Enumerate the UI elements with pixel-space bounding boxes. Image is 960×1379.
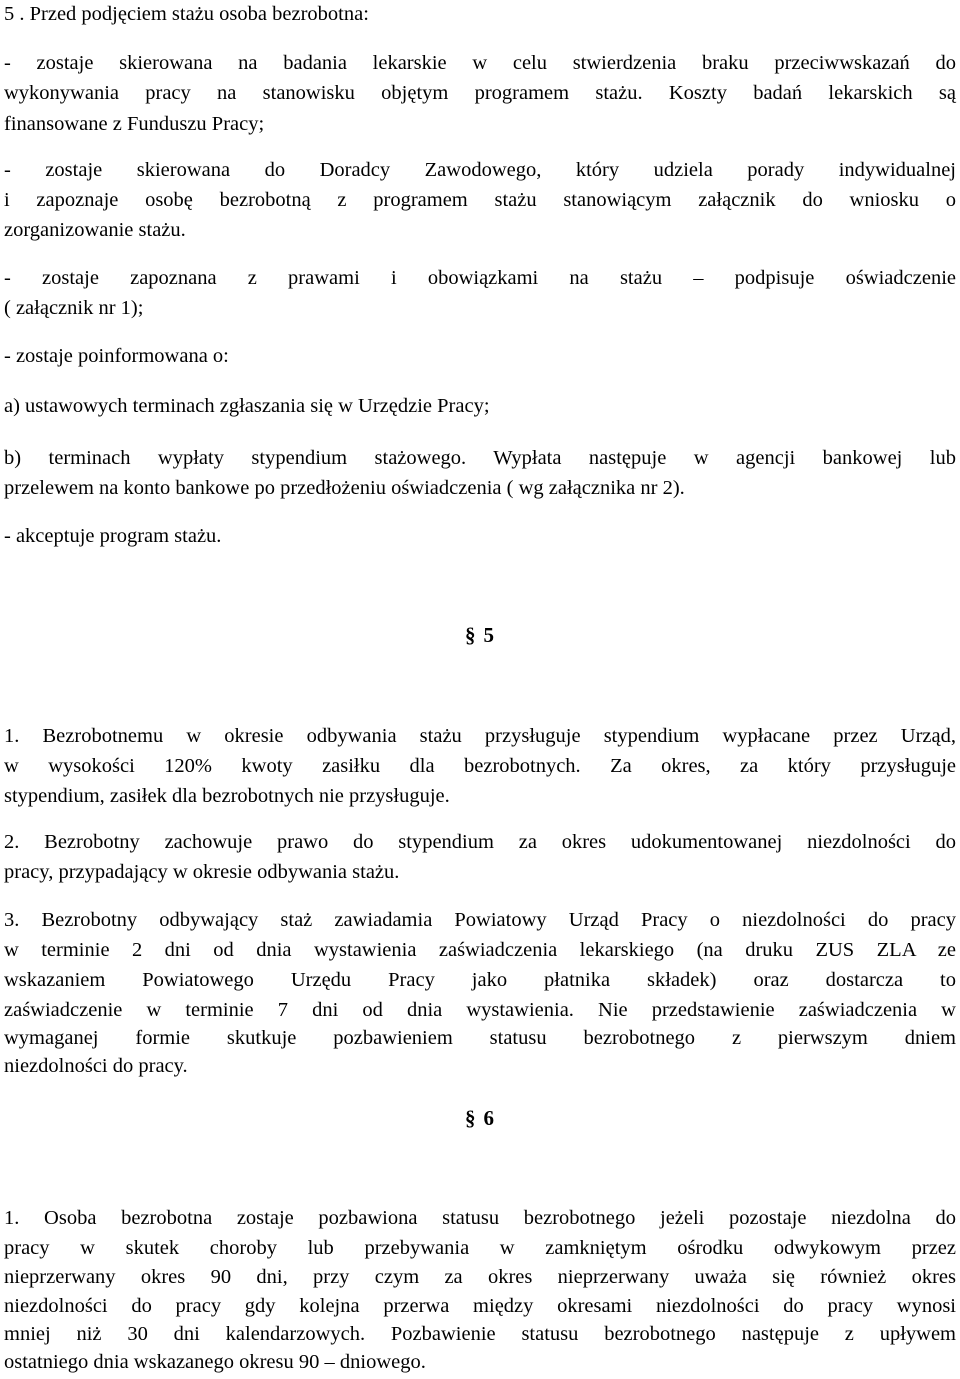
text-line: w terminie 2 dni od dnia wystawienia zaświadczenia lekarskiego (na druku ZUS ZLA ze: [4, 939, 956, 961]
text-line: ( załącznik nr 1);: [4, 297, 144, 319]
text-line: 1. Osoba bezrobotna zostaje pozbawiona statusu bezrobotnego jeżeli pozostaje niezdolna do: [4, 1207, 956, 1229]
section-heading-6: [465, 1108, 494, 1129]
heading-item-5: 5 . Przed podjęciem stażu osoba bezrobotna:: [4, 3, 369, 25]
text-line: 3. Bezrobotny odbywający staż zawiadamia Powiatowy Urząd Pracy o niezdolności do pracy: [4, 909, 956, 931]
text-line: zaświadczenie w terminie 7 dni od dnia wystawienia. Nie przedstawienie zaświadczenia w: [4, 999, 956, 1021]
text-line: 2. Bezrobotny zachowuje prawo do stypendium za okres udokumentowanej niezdolności do: [4, 831, 956, 853]
text-line: - zostaje skierowana do Doradcy Zawodowego, który udziela porady indywidualnej: [4, 159, 956, 181]
text-line: i zapoznaje osobę bezrobotną z programem stażu stanowiącym załącznik do wniosku o: [4, 189, 956, 211]
text-line: wskazaniem Powiatowego Urzędu Pracy jako płatnika składek) oraz dostarcza to: [4, 969, 956, 991]
section-number: 6: [483, 1106, 494, 1130]
text-line: nieprzerwany okres 90 dni, przy czym za okres nieprzerwany uważa się również okres: [4, 1266, 956, 1288]
text-line: - akceptuje program stażu.: [4, 525, 222, 547]
text-line: niezdolności do pracy gdy kolejna przerwa między okresami niezdolności do pracy wynosi: [4, 1295, 956, 1317]
text-line: stypendium, zasiłek dla bezrobotnych nie przysługuje.: [4, 785, 450, 807]
text-line: zorganizowanie stażu.: [4, 219, 186, 241]
text-line: 1. Bezrobotnemu w okresie odbywania stażu przysługuje stypendium wypłacane przez Urząd,: [4, 725, 956, 747]
text-line: w wysokości 120% kwoty zasiłku dla bezrobotnych. Za okres, za który przysługuje: [4, 755, 956, 777]
section-symbol: §: [465, 1106, 476, 1130]
text-line: wykonywania pracy na stanowisku objętym programem stażu. Koszty badań lekarskich są: [4, 82, 956, 104]
section-number: 5: [483, 623, 494, 647]
text-line: pracy, przypadający w okresie odbywania stażu.: [4, 861, 400, 883]
section-heading-5: [465, 625, 494, 646]
text-line: niezdolności do pracy.: [4, 1055, 188, 1077]
text-line: wymaganej formie skutkuje pozbawieniem statusu bezrobotnego z pierwszym dniem: [4, 1027, 956, 1049]
text-line: mniej niż 30 dni kalendarzowych. Pozbawienie statusu bezrobotnego następuje z upływem: [4, 1323, 956, 1345]
text-line: przelewem na konto bankowe po przedłożeniu oświadczenia ( wg załącznika nr 2).: [4, 477, 685, 499]
text-line: finansowane z Funduszu Pracy;: [4, 113, 265, 135]
text-line: - zostaje skierowana na badania lekarskie w celu stwierdzenia braku przeciwwskazań do: [4, 52, 956, 74]
text-line: b) terminach wypłaty stypendium stażowego. Wypłata następuje w agencji bankowej lub: [4, 447, 956, 469]
section-symbol: §: [465, 623, 476, 647]
text-line: a) ustawowych terminach zgłaszania się w Urzędzie Pracy;: [4, 395, 490, 417]
text-line: - zostaje poinformowana o:: [4, 345, 229, 367]
text-line: - zostaje zapoznana z prawami i obowiązkami na stażu – podpisuje oświadczenie: [4, 267, 956, 289]
text-line: ostatniego dnia wskazanego okresu 90 – dniowego.: [4, 1351, 426, 1373]
text-line: pracy w skutek choroby lub przebywania w zamkniętym ośrodku odwykowym przez: [4, 1237, 956, 1259]
